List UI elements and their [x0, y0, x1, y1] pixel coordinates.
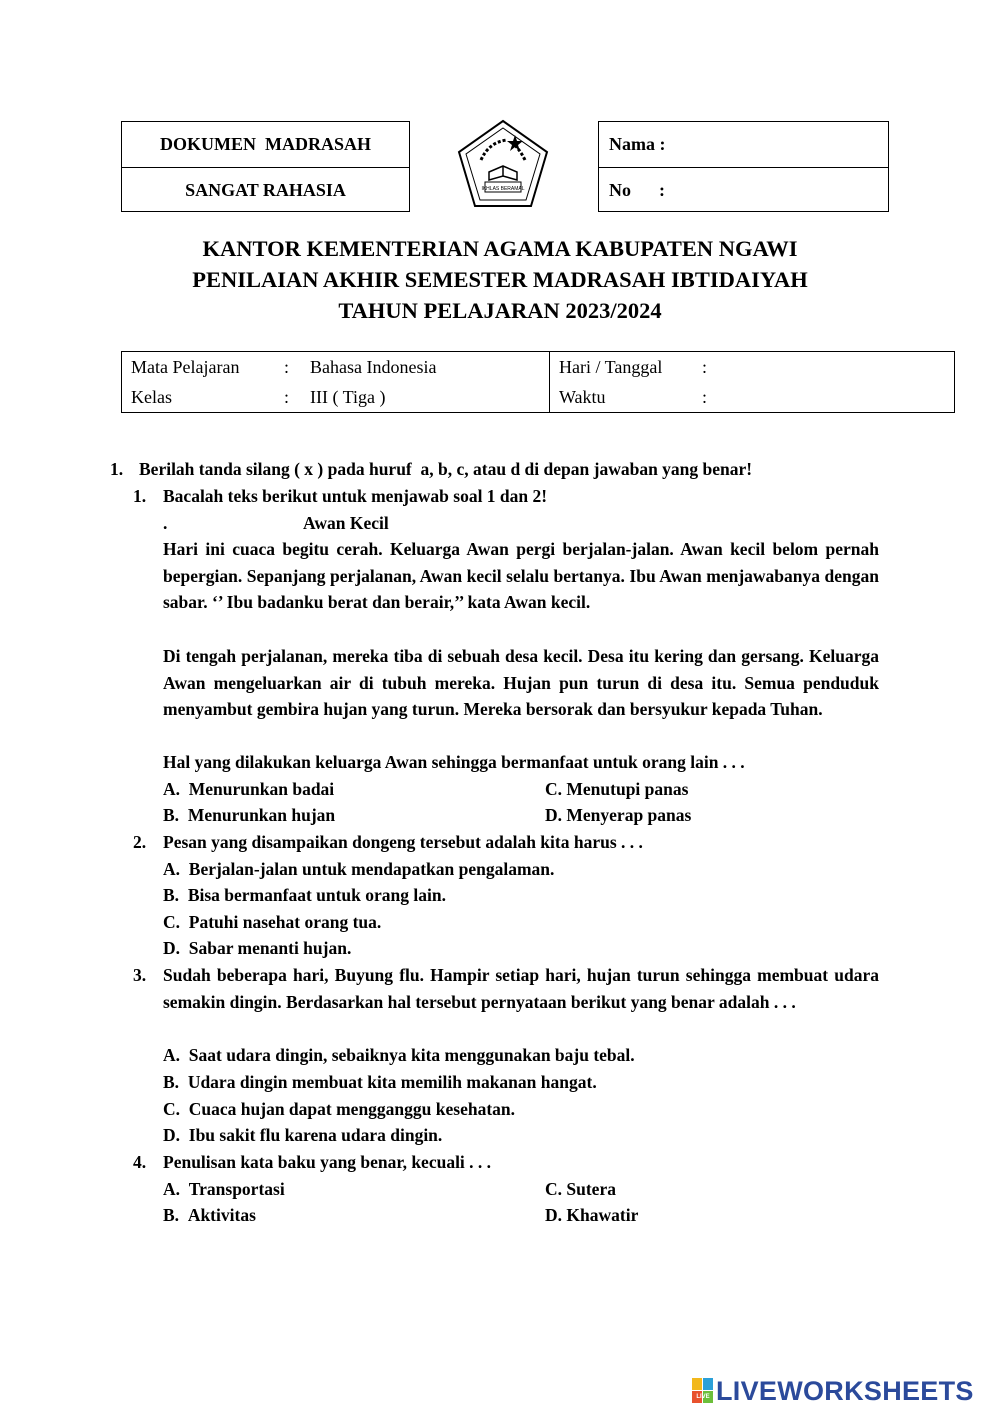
q1-option-a[interactable]: A. Menurunkan badai	[163, 779, 335, 799]
q4-option-c[interactable]: C. Sutera	[545, 1179, 616, 1199]
name-field[interactable]: Nama :	[599, 122, 888, 168]
reading-paragraph-2: Di tengah perjalanan, mereka tiba di sebuah desa kecil. Desa itu kering dan gersang. Keluarga Awan mengeluarkan air di tubuh mereka. Hujan pun turun di desa itu. Semua penduduk menyambut gembira hujan yang turun. Mereka bersorak dan bersyukur kepada Tuhan.	[163, 646, 879, 720]
title-line-3: TAHUN PELAJARAN 2023/2024	[338, 298, 662, 323]
q2-option-c[interactable]: C. Patuhi nasehat orang tua.	[163, 912, 382, 932]
q3-number: 3.	[133, 965, 147, 985]
liveworksheets-logo-icon	[692, 1378, 714, 1404]
class-label: Kelas	[131, 387, 172, 407]
day-label: Hari / Tanggal	[559, 357, 663, 377]
q1-option-b[interactable]: B. Menurunkan hujan	[163, 805, 336, 825]
exam-info-table	[121, 351, 955, 413]
q1-option-c[interactable]: C. Menutupi panas	[545, 779, 689, 799]
day-colon: :	[702, 357, 708, 377]
section-number: 1.	[110, 459, 124, 479]
reading-paragraph-1: Hari ini cuaca begitu cerah. Keluarga Awan pergi berjalan-jalan. Awan kecil belom pernah bepergian. Sepanjang perjalanan, Awan kecil selalu bertanya. Ibu Awan menjawabanya dengan sabar. ‘’ Ibu badanku berat dan berair,’’ kata Awan kecil.	[163, 539, 879, 613]
q3-option-c[interactable]: C. Cuaca hujan dapat mengganggu kesehatan.	[163, 1099, 516, 1119]
subject-value: Bahasa Indonesia	[310, 357, 437, 377]
q3-option-d[interactable]: D. Ibu sakit flu karena udara dingin.	[163, 1125, 443, 1145]
section-instruction: Berilah tanda silang ( x ) pada huruf a, b, c, atau d di depan jawaban yang benar!	[139, 459, 753, 479]
doc-label: DOKUMEN MADRASAH	[122, 122, 409, 168]
q3-option-a[interactable]: A. Saat udara dingin, sebaiknya kita menggunakan baju tebal.	[163, 1045, 635, 1065]
number-field[interactable]: No :	[609, 179, 665, 200]
q4-text: Penulisan kata baku yang benar, kecuali . . .	[163, 1152, 492, 1172]
q3-option-b[interactable]: B. Udara dingin membuat kita memilih makanan hangat.	[163, 1072, 597, 1092]
q3-text: Sudah beberapa hari, Buyung flu. Hampir setiap hari, hujan turun sehingga membuat udara semakin dingin. Berdasarkan hal tersebut pernyataan berikut yang benar adalah . . .	[163, 965, 879, 1012]
time-colon: :	[702, 387, 708, 407]
q4-option-b[interactable]: B. Aktivitas	[163, 1205, 256, 1225]
q1-option-d[interactable]: D. Menyerap panas	[545, 805, 692, 825]
class-colon: :	[284, 387, 290, 407]
logo-motto: IKHLAS BERAMAL	[481, 186, 525, 192]
student-info-box	[598, 121, 889, 212]
q4-option-a[interactable]: A. Transportasi	[163, 1179, 285, 1199]
q2-text: Pesan yang disampaikan dongeng tersebut adalah kita harus . . .	[163, 832, 643, 852]
q2-option-d[interactable]: D. Sabar menanti hujan.	[163, 938, 352, 958]
q4-option-d[interactable]: D. Khawatir	[545, 1205, 639, 1225]
q4-number: 4.	[133, 1152, 147, 1172]
reading-intro: Bacalah teks berikut untuk menjawab soal 1 dan 2!	[163, 486, 548, 506]
reading-title: Awan Kecil	[303, 513, 389, 533]
liveworksheets-text: LIVEWORKSHEETS	[716, 1375, 974, 1406]
subject-label: Mata Pelajaran	[131, 357, 240, 377]
reading-dot: .	[163, 513, 168, 533]
secret-label: SANGAT RAHASIA	[185, 179, 346, 200]
subject-colon: :	[284, 357, 290, 377]
q2-number: 2.	[133, 832, 147, 852]
liveworksheets-badge: LIVE	[696, 1394, 710, 1400]
title-line-2: PENILAIAN AKHIR SEMESTER MADRASAH IBTIDAIYAH	[192, 267, 808, 292]
doc-label-box	[121, 121, 410, 212]
ministry-logo-icon	[455, 118, 551, 212]
q1-text: Hal yang dilakukan keluarga Awan sehingga bermanfaat untuk orang lain . . .	[163, 752, 745, 772]
time-label: Waktu	[559, 387, 606, 407]
liveworksheets-watermark	[692, 1376, 974, 1406]
q1-number: 1.	[133, 486, 147, 506]
class-value: III ( Tiga )	[310, 387, 386, 407]
info-divider	[549, 352, 550, 412]
q2-option-b[interactable]: B. Bisa bermanfaat untuk orang lain.	[163, 885, 446, 905]
q2-option-a[interactable]: A. Berjalan-jalan untuk mendapatkan pengalaman.	[163, 859, 555, 879]
title-line-1: KANTOR KEMENTERIAN AGAMA KABUPATEN NGAWI	[202, 236, 798, 261]
